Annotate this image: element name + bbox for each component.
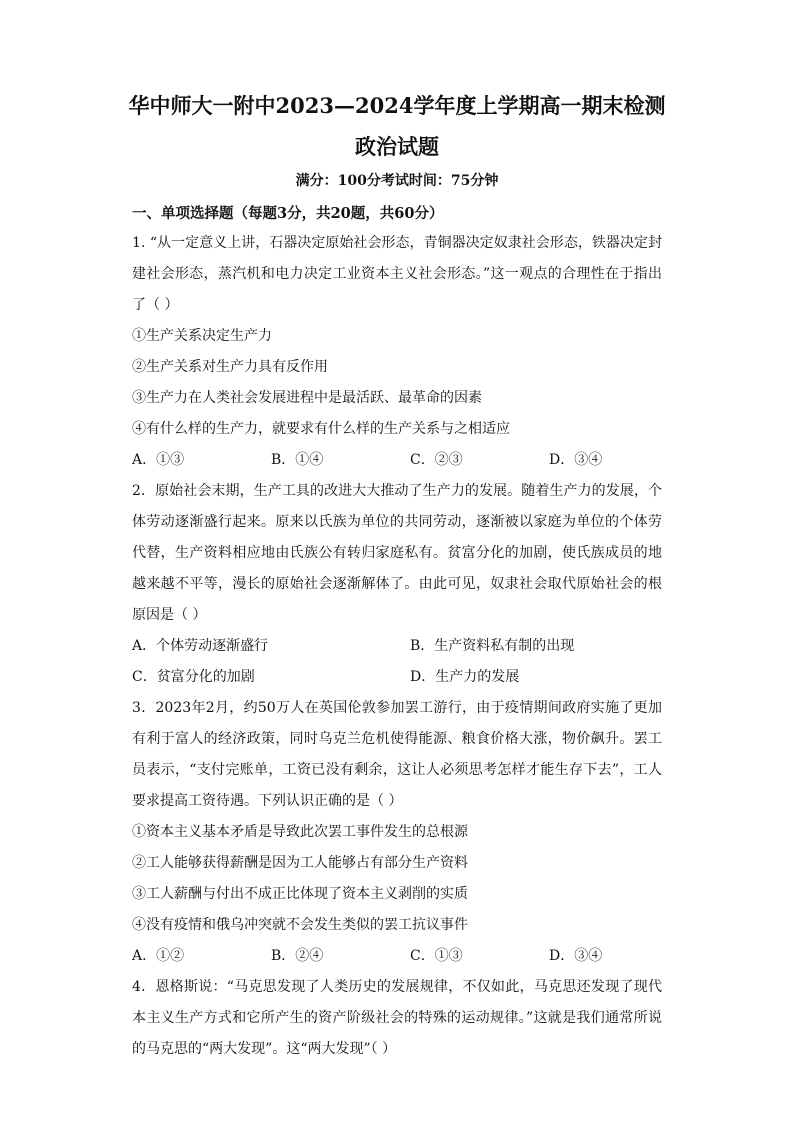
exam-meta: 满分：100分考试时间：75分钟 [295,173,499,189]
subject-title: 政治试题 [355,134,439,159]
question-2-line-3: 代替，生产资料相应地由氏族公有转归家庭私有。贫富分化的加剧，使氏族成员的地 [132,545,662,561]
question-3-options [132,941,662,972]
question-1-line-2: 建社会形态，蒸汽机和电力决定工业资本主义社会形态。”这一观点的合理性在于指出 [132,266,662,282]
question-2-option-a: A．个体劳动逐渐盛行 [132,638,269,654]
question-3-line-3: 员表示，“支付完账单，工资已没有剩余，这让人必须思考怎样才能生存下去”，工人 [132,762,662,778]
question-4-line-2: 本主义生产方式和它所产生的资产阶级社会的特殊的运动规律。”这就是我们通常所说 [132,1010,662,1026]
question-3-option-b: B．②④ [271,948,324,964]
question-2-line-4: 越来越不平等，漫长的原始社会逐渐解体了。由此可见，奴隶社会取代原始社会的根 [132,576,662,592]
question-1-statement-1: ①生产关系决定生产力 [132,328,272,344]
question-4 [132,972,662,1065]
page-title: 华中师大一附中2023—2024学年度上学期高一期末检测 [128,93,666,118]
question-3-line-2: 有利于富人的经济政策，同时乌克兰危机使得能源、粮食价格大涨，物价飙升。罢工 [132,731,662,747]
question-1-statement-3: ③生产力在人类社会发展进程中是最活跃、最革命的因素 [132,390,482,406]
question-3-statement-4: ④没有疫情和俄乌冲突就不会发生类似的罢工抗议事件 [132,917,468,933]
question-2-options-row-1 [132,631,662,662]
section-heading: 一、单项选择题（每题3分，共20题，共60分） [132,205,444,222]
question-1-option-a: A．①③ [132,452,185,468]
question-1-line-3: 了（ ） [132,297,179,313]
question-2-option-b: B．生产资料私有制的出现 [410,638,575,654]
question-2 [132,476,662,693]
question-3-statement-1: ①资本主义基本矛盾是导致此次罢工事件发生的总根源 [132,824,468,840]
question-3-statement-2: ②工人能够获得薪酬是因为工人能够占有部分生产资料 [132,855,468,871]
question-3-statement-3: ③工人薪酬与付出不成正比体现了资本主义剥削的实质 [132,886,468,902]
question-3-option-c: C．①③ [410,948,463,964]
question-1 [132,228,662,476]
question-1-options [132,445,662,476]
question-2-line-1: 2．原始社会末期，生产工具的改进大大推动了生产力的发展。随着生产力的发展，个 [132,483,662,499]
question-3-line-1: 3．2023年2月，约50万人在英国伦敦参加罢工游行，由于疫情期间政府实施了更加 [132,700,662,716]
question-3-option-a: A．①② [132,948,185,964]
question-1-statement-4: ④有什么样的生产力，就要求有什么样的生产关系与之相适应 [132,421,510,437]
question-2-option-d: D．生产力的发展 [410,669,520,685]
question-2-options-row-2 [132,662,662,693]
question-4-line-1: 4．恩格斯说：“马克思发现了人类历史的发展规律，不仅如此，马克思还发现了现代 [132,979,662,995]
question-3 [132,693,662,972]
question-3-line-4: 要求提高工资待遇。下列认识正确的是（ ） [132,793,403,809]
question-4-line-3: 的马克思的“两大发现”。这“两大发现”（ ） [132,1041,397,1057]
question-1-line-1: 1. “从一定意义上讲，石器决定原始社会形态，青铜器决定奴隶社会形态，铁器决定封 [132,235,662,251]
question-3-option-d: D．③④ [549,948,603,964]
question-1-statement-2: ②生产关系对生产力具有反作用 [132,359,328,375]
question-1-option-d: D．③④ [549,452,603,468]
question-1-option-b: B．①④ [271,452,324,468]
question-2-line-2: 体劳动逐渐盛行起来。原来以氏族为单位的共同劳动，逐渐被以家庭为单位的个体劳 [132,514,662,530]
question-2-option-c: C．贫富分化的加剧 [132,669,255,685]
question-1-option-c: C．②③ [410,452,463,468]
question-2-line-5: 原因是（ ） [132,607,207,623]
